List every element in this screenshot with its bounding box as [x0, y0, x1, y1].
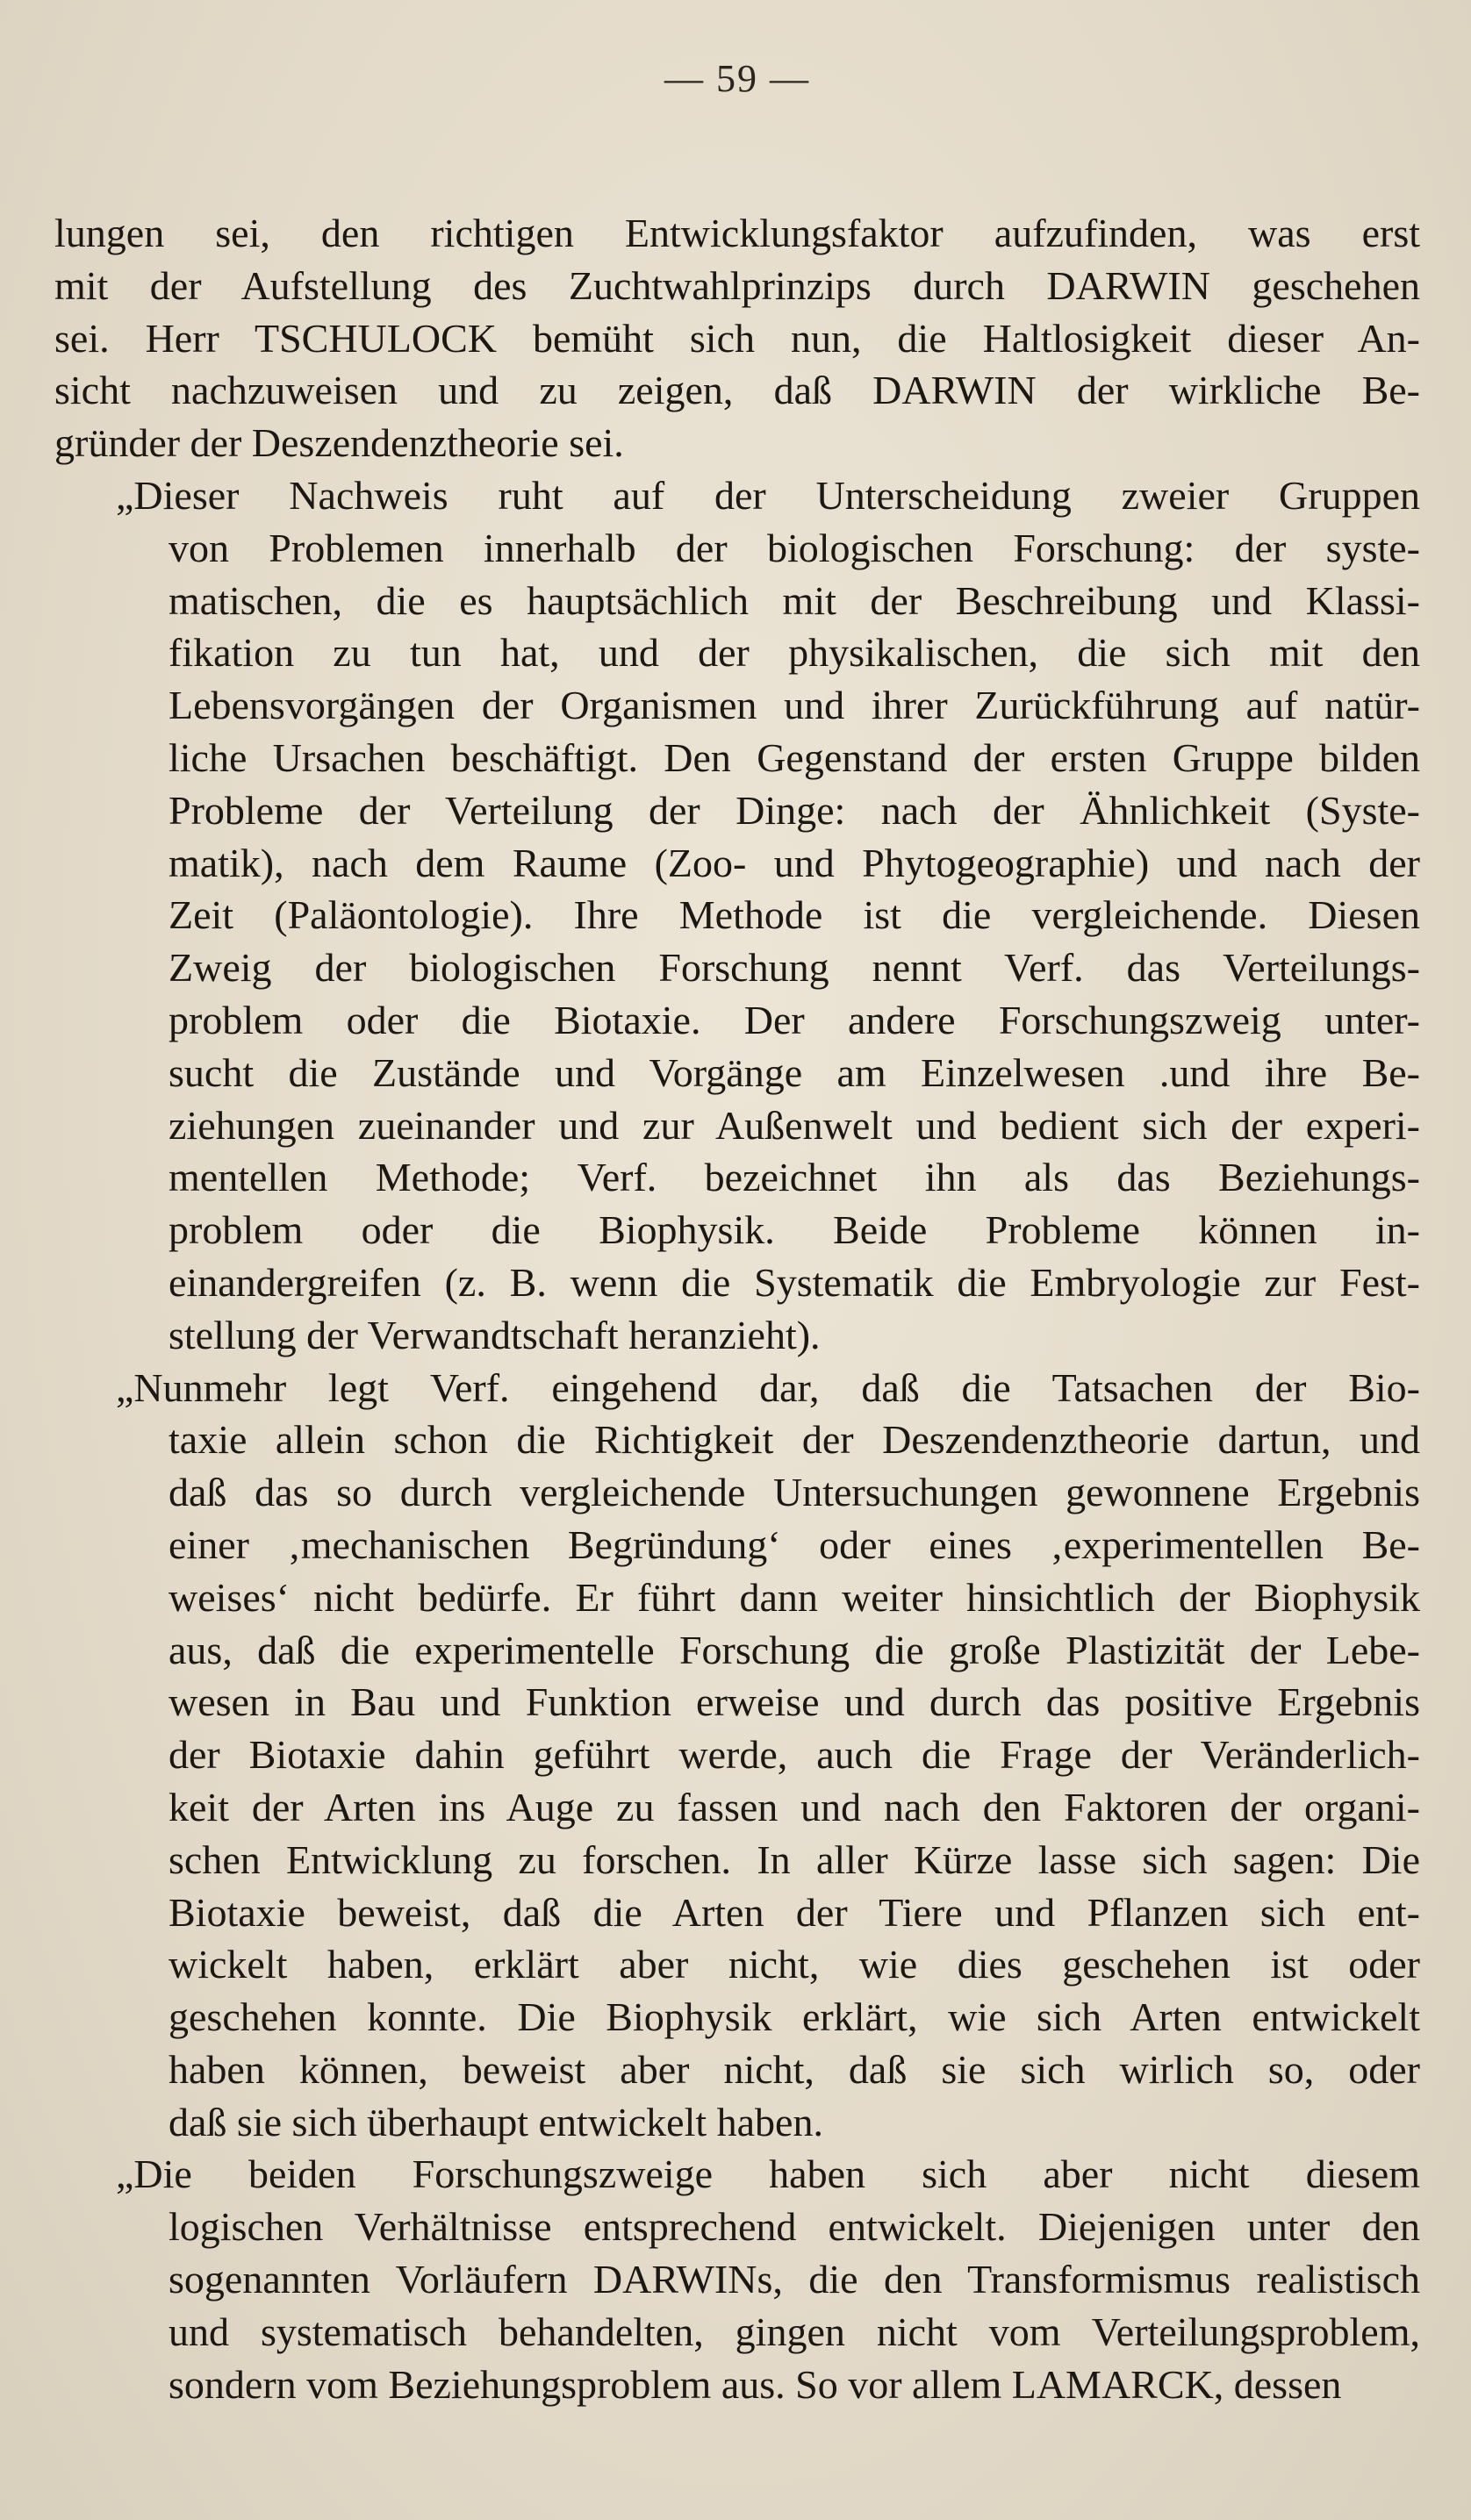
text-line: Probleme der Verteilung der Dinge: nach der Ähnlichkeit (Syste- [169, 787, 1420, 833]
paragraph [54, 1362, 1420, 2149]
text-line: weises‘ nicht bedürfe. Er führt dann weiter hinsichtlich der Biophysik [169, 1574, 1420, 1620]
text-line: einandergreifen (z. B. wenn die Systematik die Embryologie zur Fest- [169, 1259, 1420, 1305]
page [54, 53, 1420, 2410]
text-line: Biotaxie beweist, daß die Arten der Tiere und Pflanzen sich ent- [169, 1889, 1420, 1935]
paragraph [54, 207, 1420, 469]
text-line: fikation zu tun hat, und der physikalischen, die sich mit den [169, 630, 1420, 676]
text-line: problem oder die Biophysik. Beide Probleme können in- [169, 1207, 1420, 1253]
text-line: sondern vom Beziehungsproblem aus. So vor allem LAMARCK, dessen [169, 2361, 1342, 2407]
text-line: taxie allein schon die Richtigkeit der Deszendenztheorie dartun, und [169, 1417, 1420, 1463]
text-line: Zeit (Paläontologie). Ihre Methode ist die vergleichende. Diesen [169, 892, 1420, 938]
text-line: und systematisch behandelten, gingen nicht vom Verteilungsproblem, [169, 2309, 1420, 2354]
text-line: ziehungen zueinander und zur Außenwelt und bedient sich der experi- [169, 1102, 1420, 1148]
text-line: haben können, beweist aber nicht, daß sie sich wirlich so, oder [169, 2046, 1420, 2092]
text-line: sucht die Zustände und Vorgänge am Einzelwesen .und ihre Be- [169, 1049, 1420, 1095]
text-line: matischen, die es hauptsächlich mit der Beschreibung und Klassi- [169, 577, 1420, 623]
text-line: lungen sei, den richtigen Entwicklungsfaktor aufzufinden, was erst [54, 211, 1420, 255]
text-line: liche Ursachen beschäftigt. Den Gegenstand der ersten Gruppe bilden [169, 734, 1420, 780]
text-line: daß das so durch vergleichende Untersuchungen gewonnene Ergebnis [169, 1470, 1420, 1515]
text-line: einer ‚mechanischen Begründung‘ oder eines ‚experimentellen Be- [169, 1521, 1420, 1567]
text-line: keit der Arten ins Auge zu fassen und nach den Faktoren der organi- [169, 1784, 1420, 1829]
text-line: sicht nachzuweisen und zu zeigen, daß DARWIN der wirkliche Be- [54, 368, 1420, 413]
text-line: wickelt haben, erklärt aber nicht, wie dies geschehen ist oder [169, 1942, 1420, 1987]
text-line: gründer der Deszendenztheorie sei. [54, 420, 624, 466]
text-line: der Biotaxie dahin geführt werde, auch die Frage der Veränderlich- [169, 1732, 1420, 1778]
text-line: mentellen Methode; Verf. bezeichnet ihn als das Beziehungs- [169, 1155, 1420, 1200]
text-line: von Problemen innerhalb der biologischen Forschung: der syste- [169, 525, 1420, 570]
text-line: sogenannten Vorläufern DARWINs, die den Transformismus realistisch [169, 2257, 1420, 2302]
text-line: „Die beiden Forschungszweige haben sich aber nicht diesem [116, 2151, 1420, 2197]
text-line: matik), nach dem Raume (Zoo- und Phytogeographie) und nach der [169, 840, 1420, 885]
text-line: Lebensvorgängen der Organismen und ihrer Zurückführung auf natür- [169, 683, 1420, 728]
text-line: „Dieser Nachweis ruht auf der Unterscheidung zweier Gruppen [116, 472, 1420, 518]
text-line: sei. Herr TSCHULOCK bemüht sich nun, die Haltlosigkeit dieser An- [54, 315, 1420, 361]
text-line: mit der Aufstellung des Zuchtwahlprinzips durch DARWIN geschehen [54, 262, 1420, 308]
text-line: daß sie sich überhaupt entwickelt haben. [169, 2099, 823, 2144]
body-text [54, 207, 1420, 2410]
paragraph [54, 469, 1420, 1362]
text-line: geschehen konnte. Die Biophysik erklärt, wie sich Arten entwickelt [169, 1994, 1420, 2040]
paragraph [54, 2148, 1420, 2410]
text-line: wesen in Bau und Funktion erweise und durch das positive Ergebnis [169, 1679, 1420, 1725]
text-line: problem oder die Biotaxie. Der andere Forschungszweig unter- [169, 997, 1420, 1042]
text-line: stellung der Verwandtschaft heranzieht). [169, 1312, 821, 1357]
text-line: aus, daß die experimentelle Forschung die große Plastizität der Lebe- [169, 1627, 1420, 1672]
page-number: — 59 — [664, 57, 810, 100]
text-line: Zweig der biologischen Forschung nennt Verf. das Verteilungs- [169, 945, 1420, 991]
text-line: „Nunmehr legt Verf. eingehend dar, daß die Tatsachen der Bio- [116, 1364, 1420, 1410]
text-line: logischen Verhältnisse entsprechend entwickelt. Diejenigen unter den [169, 2204, 1420, 2250]
text-line: schen Entwicklung zu forschen. In aller Kürze lasse sich sagen: Die [169, 1836, 1420, 1882]
